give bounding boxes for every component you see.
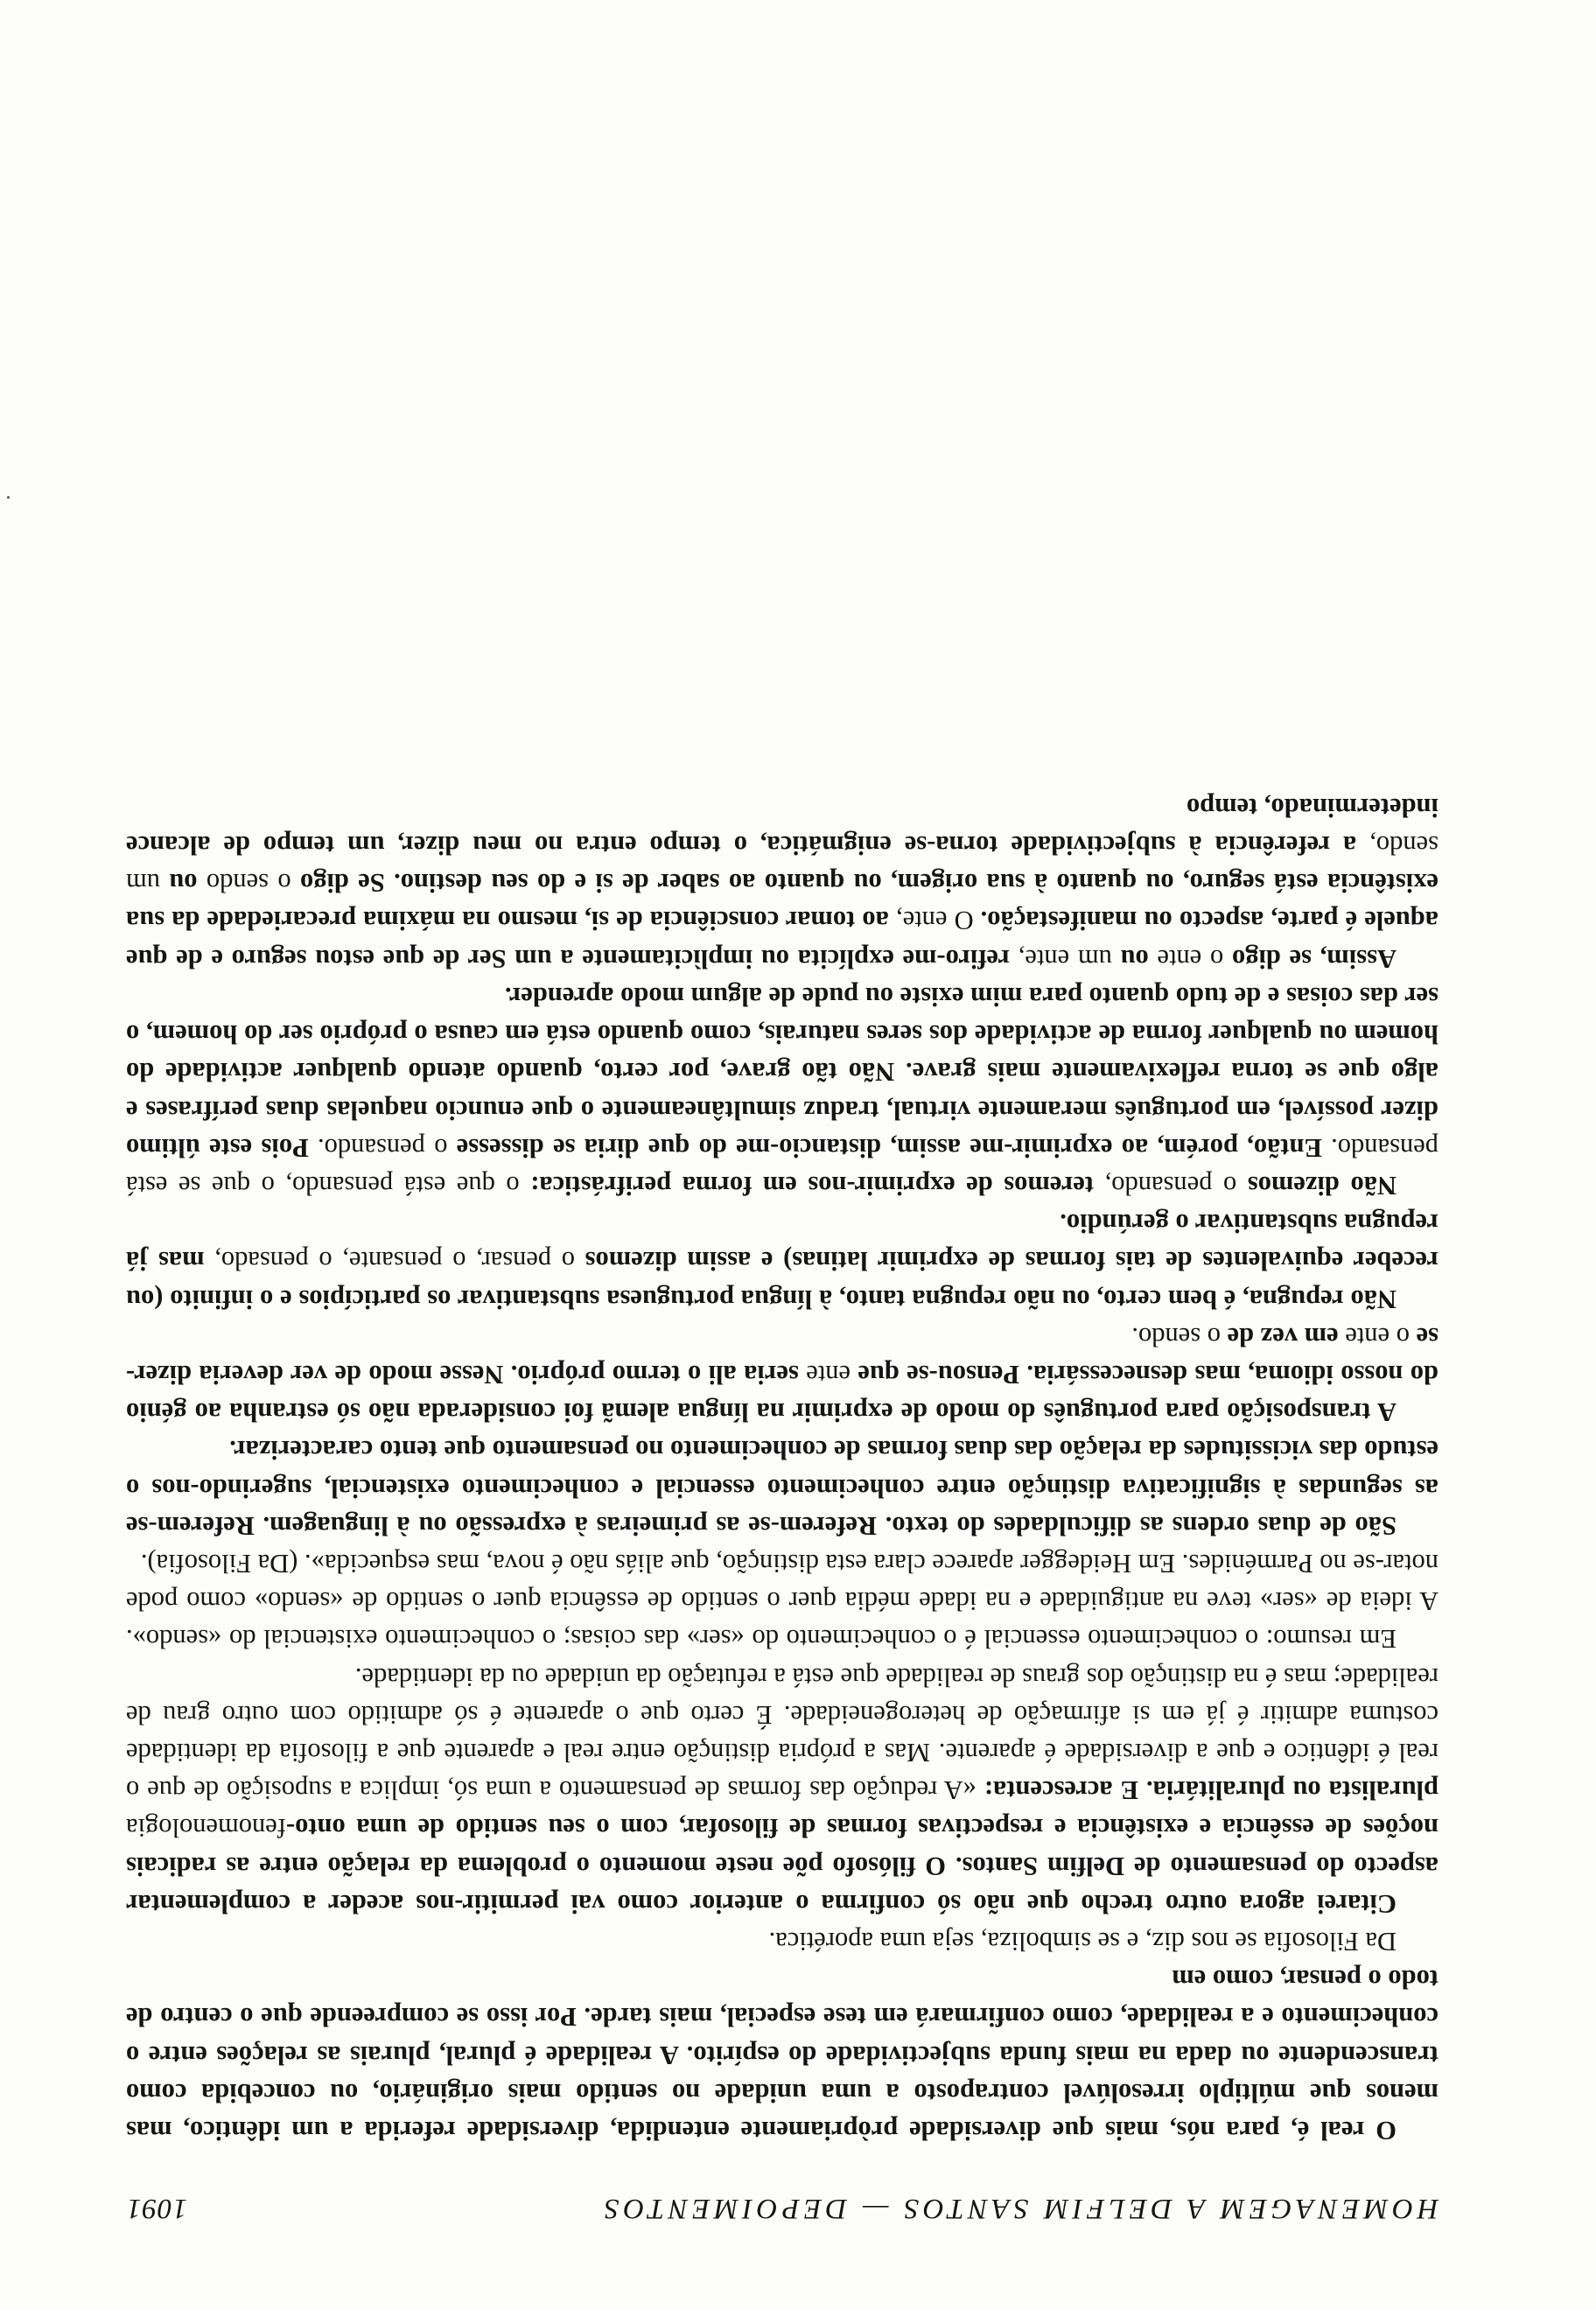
text-run: Pois este último dizer possível, em português meramente virtual, traduz simultâneamente o que enuncio naquelas duas perífrases e algo que se torna reflexivamente mais grave. Não tão grave, por certo, quando atendo qualquer actividade do homem ou qualquer forma de actividade dos seres naturais, como quando está em causa o próprio ser do homem, o ser das coisas e de tudo quanto para mim existe ou pude de algum modo aprender. <box>126 981 1438 1163</box>
text-run: o pensando, <box>1104 1170 1237 1200</box>
paragraph: São de duas ordens as dificuldades do texto. Referem-se as primeiras à expressão ou à linguagem. Referem-se as segundas à significativa distinção entre conhecimento essencial e conhecimento existencial, sugerindo-nos o estudo das vicissitudes da relação das duas formas de conhecimento no pensamento que tento caracterizar. <box>126 1435 1438 1541</box>
paragraph <box>126 1657 1438 1922</box>
header-title: HOMENAGEM A DELFIM SANTOS — DEPOIMENTOS <box>600 2193 1438 2225</box>
text-run: ou <box>160 868 206 899</box>
paragraph <box>126 1318 1438 1432</box>
text-run: a referência à subjectividade torna-se enigmática, o tempo entra no meu dizer, um tempo de alcance indeterminado, tempo <box>126 792 1438 861</box>
text-run: o pensar, o pensante, o pensado, <box>214 1246 576 1277</box>
text-run: Citarei agora outro trecho que não só confirma o anterior como vai permitir-nos aceder a complementar aspecto do pensamento de Delfim Santos. O filósofo põe neste momento o problema da relação entre as radicais noções de essência e existência e respectivas formas de filosofar, com o seu sentido de uma onto- <box>126 1813 1438 1919</box>
text-run: o sendo. <box>1131 1321 1221 1352</box>
scan-speck <box>7 496 10 499</box>
text-run: um ente, <box>1018 943 1112 974</box>
paragraph <box>126 1204 1438 1318</box>
paragraph: O real é, para nós, mais que diversidade pròpriamente entendida, diversidade referida a um idêntico, mas menos que múltiplo irresolúvel contraposto a uma unidade no sentido mais originário, ou concebida como transcendente ou dada na mais funda subjectividade do espírito. A realidade é plural, plurais as relações entre o conhecimento e a realidade, como confirmará em tese especial, mais tarde. Por isso se compreende que o centro de todo o pensar, como em <box>126 1964 1438 2146</box>
text-run: O ente, <box>896 906 974 936</box>
text-run: «A redução das formas de pensamento a uma só, implica a suposição de que o real é idêntico e que a diversidade é aparente. Mas a própria distinção entre real e aparente que a filosofia da identidade costuma admitir é já em si afirmação de heterogeneidade. É certo que o aparente é só admitido com outro grau de realidade; mas é na distinção dos graus de realidade que está a refutação da unidade ou da identidade. <box>126 1662 1438 1806</box>
text-run: o sendo <box>206 868 291 899</box>
text-run: o que está pensando, o que se está pensando. <box>126 1132 1438 1200</box>
text-run: Não dizemos <box>1236 1170 1396 1200</box>
text-run: fenomenologia <box>126 1813 286 1844</box>
text-run: A transposição para português do modo de exprimir na língua alemã foi considerada não só estranha ao génio do nosso idioma, mas desnecessária. Pensou-se que <box>126 1359 1438 1428</box>
paragraph <box>126 788 1438 977</box>
text-run: seria ali o termo próprio. Nesse modo de ver deveria dizer-se <box>126 1321 1438 1390</box>
text-run: ao tomar consciência de si, mesmo na máxima precariedade da sua existência está seguro, ou quanto à sua origem, ou quanto ao saber de si e do seu destino. Se digo <box>126 868 1438 936</box>
running-header <box>126 2182 1438 2235</box>
text-run: pluralista ou pluralitária. E acrescenta: <box>984 1775 1438 1806</box>
text-run: o ente <box>1157 943 1224 974</box>
text-run: o ente <box>1345 1321 1410 1352</box>
text-run: ente <box>806 1359 851 1390</box>
paragraph: Em resumo: o conhecimento essencial é o conhecimento do «ser» das coisas; o conhecimento existencial do «sendo». A ideia de «ser» teve na antiguidade e na idade média quer o sentido de essência quer o sentido de «sendo» como pode notar-se no Parménides. Em Heidegger aparece clara esta distinção, que aliás não é nova, mas esquecida». (Da Filosofia). <box>126 1548 1438 1655</box>
text-run: em vez de <box>1220 1321 1346 1352</box>
text-run: teremos de exprimir-nos em forma perifrástica: <box>519 1170 1105 1200</box>
text-run: refiro-me explícita ou implìcitamente a um Ser de que estou seguro e de que aquele é parte, aspecto ou manifestação. <box>126 906 1438 974</box>
page-number: 1091 <box>126 2193 187 2225</box>
text-run: o pensando. <box>318 1132 448 1163</box>
text-run: um sendo, <box>126 830 1438 899</box>
text-run: ou <box>1111 943 1158 974</box>
text-run: Não repugna, é bem certo, ou não repugna tanto, à língua portuguesa substantivar os particípios e o infinito (ou receber equivalentes de tais formas de exprimir latinas) e assim dizemos <box>126 1246 1438 1314</box>
text-run: Assim, se digo <box>1223 943 1396 974</box>
body-text <box>126 84 1438 2149</box>
text-run: mas já repugna substantivar o gerúndio. <box>126 1208 1438 1277</box>
text-run: Então, porém, ao exprimir-me assim, distancio-me do que diria se dissesse <box>447 1132 1332 1163</box>
paragraph: Da Filosofia se nos diz, e se simboliza, seja uma aporética. <box>768 1926 1396 1956</box>
paragraph <box>126 977 1438 1204</box>
